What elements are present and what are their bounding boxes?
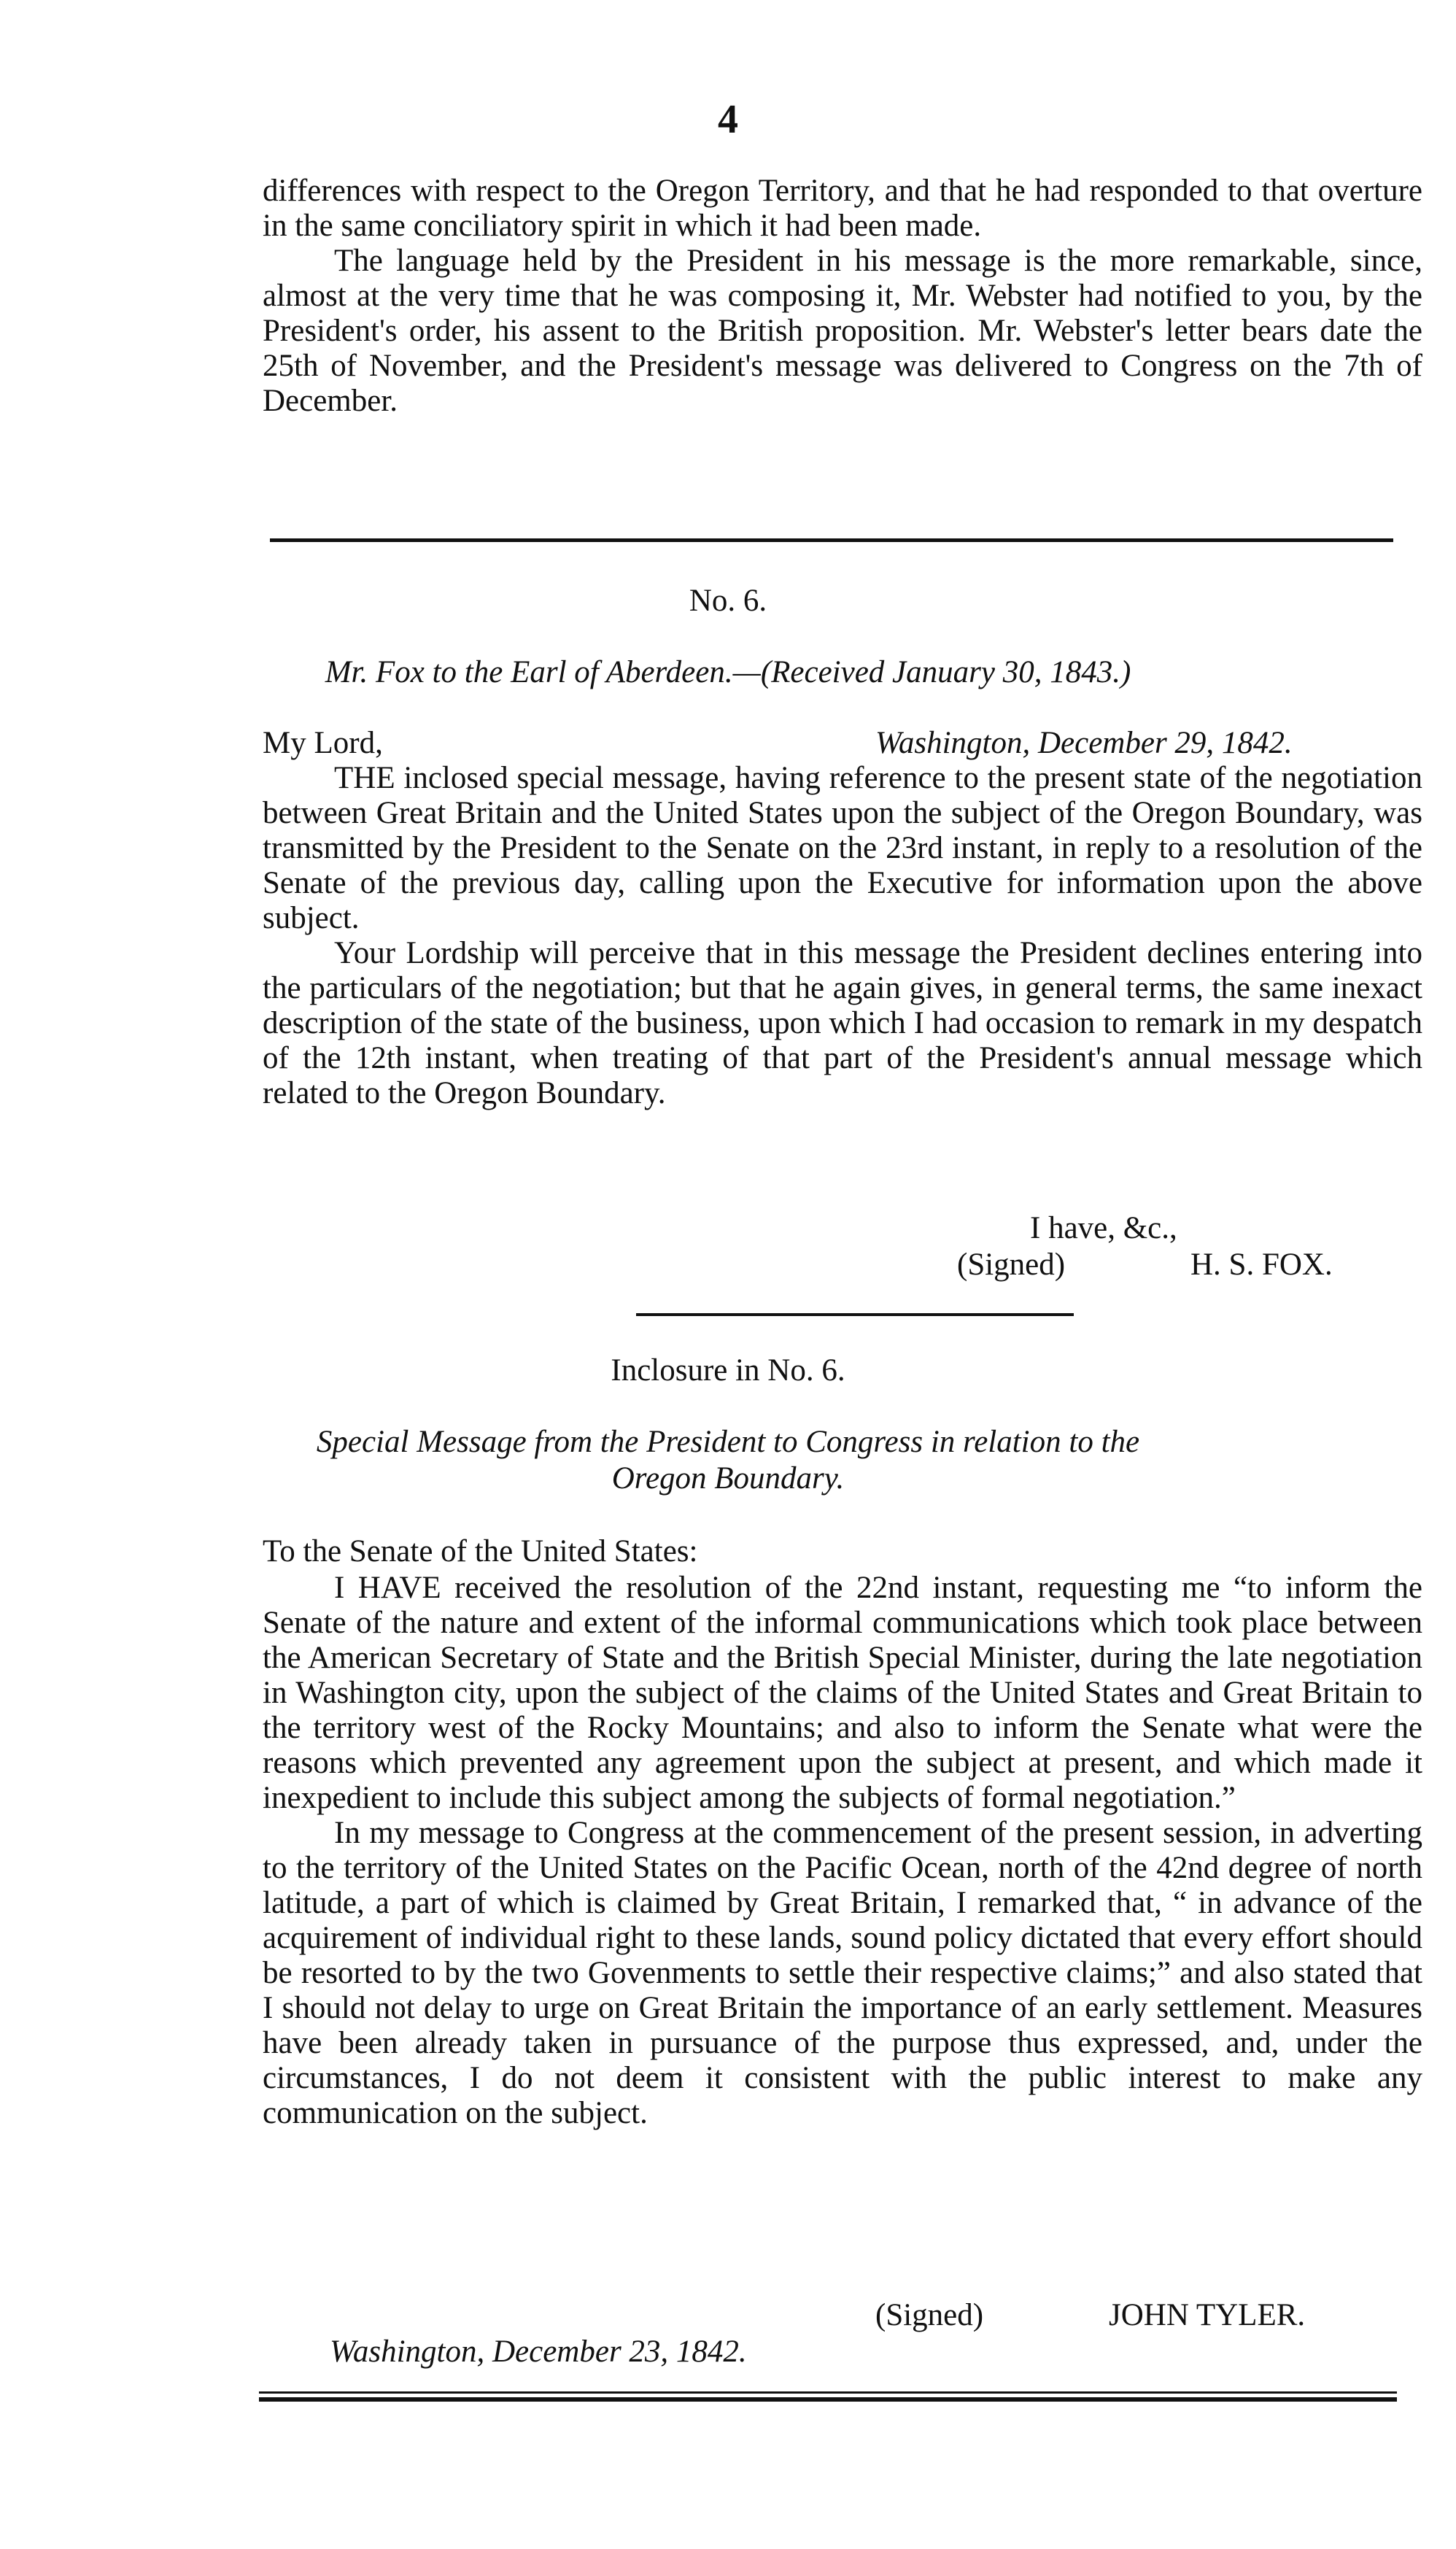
- short-divider: [636, 1313, 1074, 1316]
- section-divider: [270, 538, 1393, 542]
- inclosure-heading: Inclosure in No. 6.: [611, 1353, 845, 1388]
- letter-closing: I have, &c.,: [1030, 1211, 1177, 1245]
- inclosure-signer: JOHN TYLER.: [1109, 2298, 1306, 2332]
- inclosure-title-line-1: Special Message from the President to Congress in relation to the: [316, 1425, 1140, 1459]
- inclosure-place-date: Washington, December 23, 1842.: [330, 2335, 747, 2369]
- continuation-paragraph-1: differences with respect to the Oregon Territory, and that he had responded to that overture in the same conciliatory spirit in which it had been made.: [263, 174, 1422, 243]
- inclosure-body: [263, 1571, 1422, 2131]
- letter-title: [0, 655, 1456, 690]
- letter-signed-label: (Signed): [957, 1248, 1066, 1282]
- inclosure-signed-label: (Signed): [875, 2298, 984, 2332]
- letter-title-text: Mr. Fox to the Earl of Aberdeen.: [325, 655, 733, 689]
- letter-body: [263, 761, 1422, 1111]
- letter-number-heading: No. 6.: [689, 584, 767, 618]
- inclosure-paragraph-1: I HAVE received the resolution of the 22nd instant, requesting me “to inform the Senate of the nature and extent of the informal communications which took place between the American Secretary of State and the British Special Minister, during the late negotiation in Washington city, upon the subject of the claims of the United States and Great Britain to the territory west of the Rocky Mountains; and also to inform the Senate what were the reasons which prevented any agreement upon the subject at present, and which made it inexpedient to include this subject among the subjects of formal negotiation.”: [263, 1571, 1422, 1815]
- letter-paragraph-1: THE inclosed special message, having reference to the present state of the negotiation between Great Britain and the United States upon the subject of the Oregon Boundary, was transmitted by the President to the Senate on the 23rd instant, in reply to a resolution of the Senate of the previous day, calling upon the Executive for information upon the above subject.: [263, 761, 1422, 935]
- letter-salutation: My Lord,: [263, 726, 383, 760]
- letter-paragraph-2: Your Lordship will perceive that in this message the President declines entering into the particulars of the negotiation; but that he again gives, in general terms, the same inexact description of the state of the business, upon which I had occasion to remark in my despatch of the 12th instant, when treating of that part of the President's annual message which related to the Oregon Boundary.: [263, 936, 1422, 1110]
- inclosure-title-line-2: Oregon Boundary.: [611, 1461, 845, 1496]
- inclosure-address: To the Senate of the United States:: [263, 1534, 698, 1569]
- continuation-paragraph-2: The language held by the President in his message is the more remarkable, since, almost at the very time that he was composing it, Mr. Webster had notified to you, by the President's order, his assent to the British proposition. Mr. Webster's letter bears date the 25th of November, and the President's message was delivered to Congress on the 7th of December.: [263, 244, 1422, 418]
- page-number: 4: [718, 97, 738, 142]
- letter-received-note: —(Received January 30, 1843.): [732, 655, 1131, 689]
- inclosure-paragraph-2: In my message to Congress at the commencement of the present session, in adverting to the territory of the United States on the Pacific Ocean, north of the 42nd degree of north latitude, a part of which is claimed by Great Britain, I remarked that, “ in advance of the acquirement of individual right to these lands, sound policy dictated that every effort should be resorted to by the two Govenments to settle their respective claims;” and also stated that I should not delay to urge on Great Britain the importance of an early settlement. Measures have been already taken in pursuance of the purpose thus expressed, and, under the circumstances, I do not deem it consistent with the public interest to make any communication on the subject.: [263, 1816, 1422, 2130]
- bottom-rule-thick: [259, 2397, 1397, 2402]
- letter-signer: H. S. FOX.: [1190, 1248, 1333, 1282]
- letter-place-date: Washington, December 29, 1842.: [875, 726, 1293, 760]
- continuation-text: [263, 174, 1422, 419]
- bottom-rule-thin: [259, 2391, 1397, 2394]
